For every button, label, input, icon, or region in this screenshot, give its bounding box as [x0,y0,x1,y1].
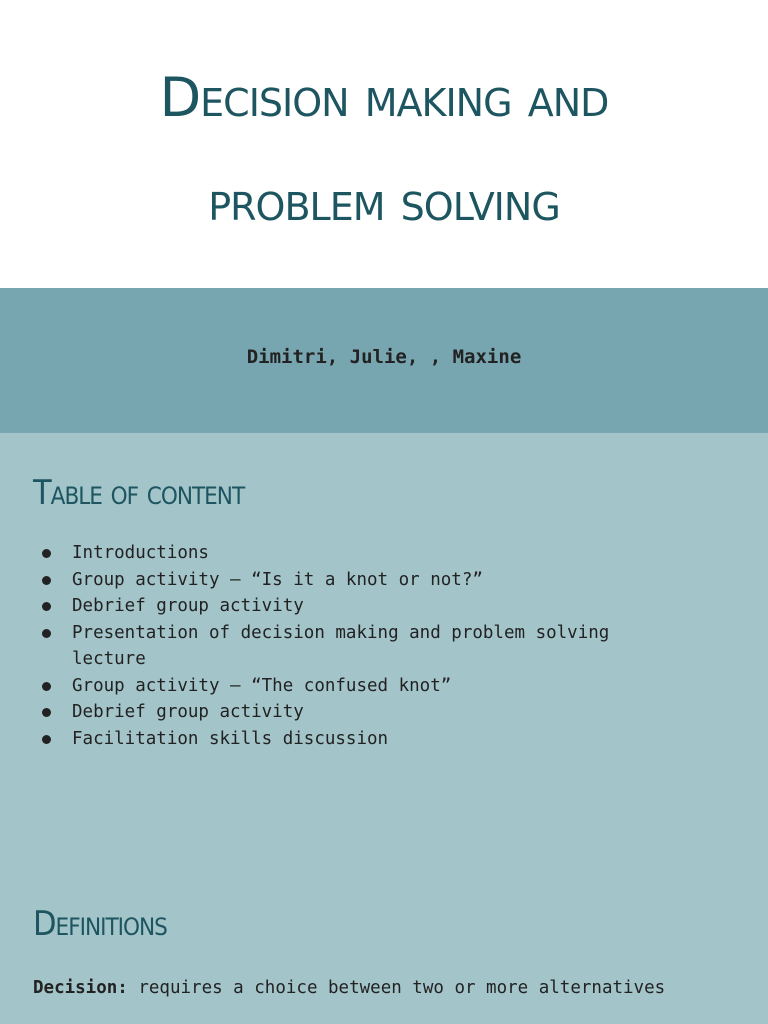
bullet-icon [42,602,51,611]
toc-item [33,567,733,594]
content-section [0,433,768,1024]
definition-text: requires a choice between two or more alternatives [127,978,666,998]
authors-section [0,288,768,433]
toc-item-text: Facilitation skills discussion [72,728,389,749]
bullet-icon [42,708,51,717]
toc-item-text: Group activity – “The confused knot” [72,675,452,696]
toc-item-text: Presentation of decision making and problem solving [72,622,610,643]
toc-item [33,726,733,753]
toc-item [33,540,733,567]
document-title [0,46,768,254]
title-line-1: Decision making and [159,66,609,129]
title-line-2: problem solving [208,170,560,233]
toc-item-text: Group activity – “Is it a knot or not?” [72,569,483,590]
bullet-icon [42,549,51,558]
toc-heading: Table of content [33,473,245,513]
bullet-icon [42,735,51,744]
definition-term: Decision: [33,978,128,998]
toc-item-text: Debrief group activity [72,702,304,722]
toc-item-text: Debrief group activity [72,596,304,616]
toc-item [33,699,733,726]
definitions-heading: Definitions [33,904,167,944]
definition-decision [33,975,665,1001]
toc-item [33,593,733,620]
author-names: Dimitri, Julie, , Maxine [246,346,522,368]
bullet-icon [42,629,51,638]
title-section [0,0,768,288]
toc-item-text: lecture [72,649,146,669]
toc-item [33,673,733,700]
toc-item-text: Introductions [72,543,209,563]
toc-list [33,540,733,752]
toc-item [33,620,733,673]
bullet-icon [42,682,51,691]
bullet-icon [42,576,51,585]
